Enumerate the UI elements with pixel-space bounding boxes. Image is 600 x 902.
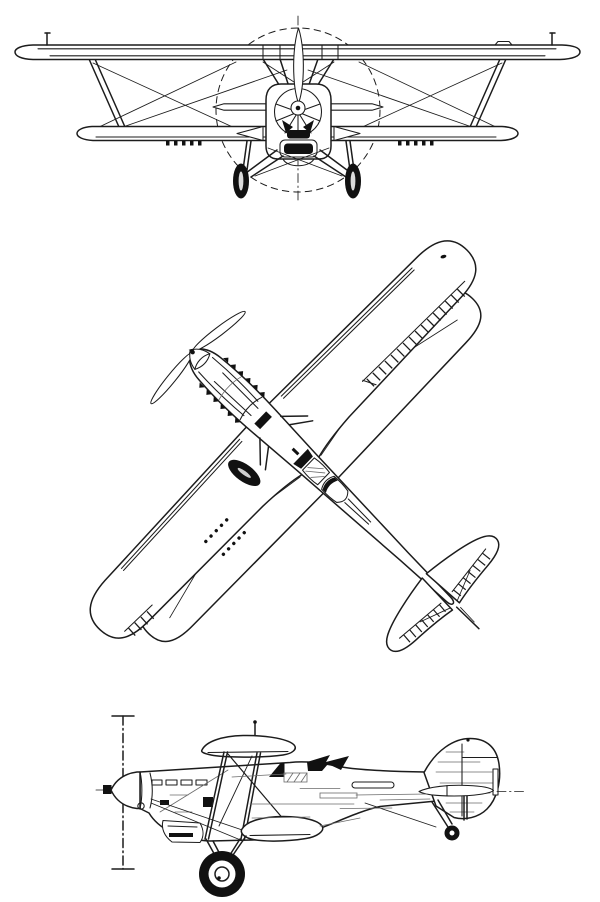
port-prop-blade	[148, 350, 196, 406]
propeller-blade	[294, 28, 304, 103]
front-view	[15, 16, 580, 200]
fin-edge-line	[457, 607, 479, 629]
side-chin-radiator	[162, 821, 203, 843]
side-main-gear	[199, 836, 246, 897]
side-upper-wing	[202, 720, 296, 757]
starboard-prop-blade	[191, 308, 248, 354]
side-view	[96, 716, 524, 897]
fuselage-side-panel	[352, 782, 394, 788]
prop-blade-edge-on	[103, 785, 112, 794]
plan-view	[6, 159, 600, 819]
exhaust-pipe	[203, 797, 213, 807]
